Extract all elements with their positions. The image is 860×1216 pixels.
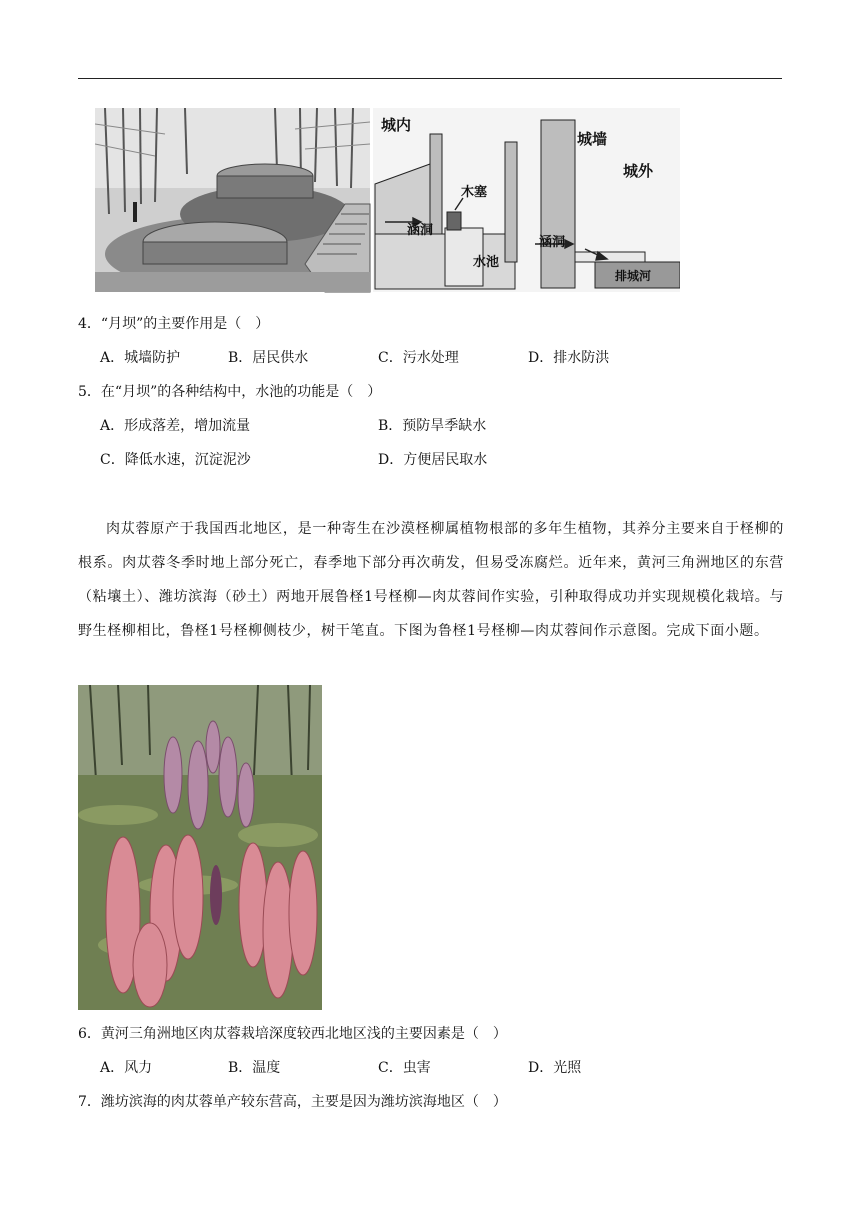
header-rule (78, 78, 782, 79)
question-5-stem: 5．在“月坝”的各种结构中，水池的功能是（ ） (78, 384, 382, 400)
label-city-wall: 城墙 (577, 130, 608, 148)
question-5-option-b: B．预防旱季缺水 (378, 418, 487, 434)
reading-passage: 肉苁蓉原产于我国西北地区，是一种寄生在沙漠柽柳属植物根部的多年生植物，其养分主要来自于柽柳的根系。肉苁蓉冬季时地上部分死亡，春季地下部分再次萌发，但易受冻腐烂。近年来，黄河三角洲地区的东营（粘壤土）、潍坊滨海（砂土）两地开展鲁柽1号柽柳—肉苁蓉间作实验，引种取得成功并实现规模化栽培。与野生柽柳相比，鲁柽1号柽柳侧枝少，树干笔直。下图为鲁柽1号柽柳—肉苁蓉间作示意图。完成下面小题。 (78, 521, 784, 639)
question-4-option-b: B．居民供水 (228, 350, 309, 366)
label-city-outside: 城外 (623, 162, 654, 180)
moon-dam-photo (95, 108, 370, 292)
label-culvert-right: 涵洞 (539, 235, 566, 250)
culvert-cross-section-diagram (373, 108, 680, 292)
question-5-option-a: A．形成落差，增加流量 (100, 418, 251, 434)
question-4-stem: 4．“月坝”的主要作用是（ ） (78, 316, 270, 332)
question-6-option-b: B．温度 (228, 1060, 281, 1076)
question-7-stem: 7．潍坊滨海的肉苁蓉单产较东营高，主要是因为潍坊滨海地区（ ） (78, 1094, 507, 1110)
question-4-option-d: D．排水防洪 (528, 350, 610, 366)
label-city-inside-1: 城内 (381, 116, 412, 134)
question-4-option-c: C．污水处理 (378, 350, 459, 366)
label-drain-river: 排城河 (615, 269, 652, 283)
question-5-option-c: C．降低水速，沉淀泥沙 (100, 452, 251, 468)
label-pool: 水池 (473, 255, 500, 270)
cistanche-photo (78, 685, 322, 1010)
question-6-option-d: D．光照 (528, 1060, 582, 1076)
question-6-option-a: A．风力 (100, 1060, 153, 1076)
label-wood-plug: 木塞 (461, 185, 488, 200)
question-6-stem: 6．黄河三角洲地区肉苁蓉栽培深度较西北地区浅的主要因素是（ ） (78, 1026, 507, 1042)
label-culvert-left: 涵洞 (407, 223, 434, 238)
question-5-option-d: D．方便居民取水 (378, 452, 488, 468)
question-4-option-a: A．城墙防护 (100, 350, 181, 366)
question-6-option-c: C．虫害 (378, 1060, 431, 1076)
moon-dam-figure (95, 104, 680, 296)
